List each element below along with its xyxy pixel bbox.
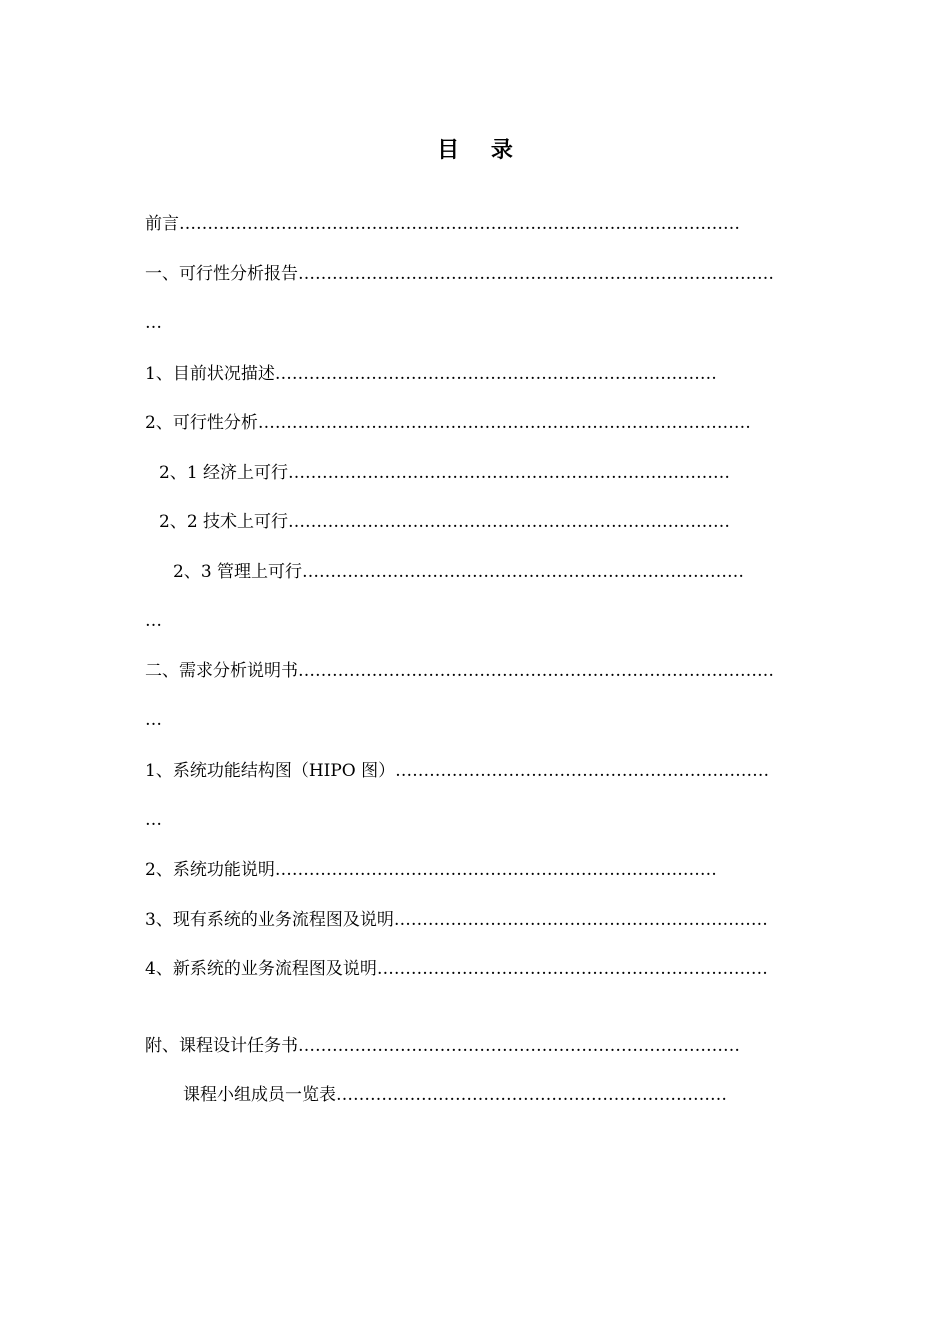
toc-entry-label: 1、目前状况描述 — [145, 364, 275, 384]
toc-entry-label: 2、系统功能说明 — [145, 860, 275, 880]
toc-entry-preface[interactable] — [145, 212, 797, 236]
toc-entry-hipo[interactable] — [145, 759, 807, 783]
toc-entry-label: 3、现有系统的业务流程图及说明 — [145, 910, 394, 930]
toc-leader-dots: …………………………………………………………………… — [288, 512, 731, 532]
toc-entry-label: 课程小组成员一览表 — [183, 1085, 336, 1105]
toc-leader-dots: ………………………………………………………… — [393, 910, 768, 930]
toc-leader-dots: …………………………………………………………………………… — [257, 413, 751, 433]
toc-entry-label: 1、系统功能结构图（HIPO 图） — [145, 761, 396, 781]
toc-entry-requirements[interactable] — [145, 659, 807, 683]
toc-entry-assignment[interactable] — [145, 1034, 797, 1058]
toc-leader-dots: …………………………………………………………………… — [302, 562, 745, 582]
toc-leader-dots: …………………………………………………………………… — [288, 463, 731, 483]
toc-leader-dots: …………………………………………………………………… — [274, 860, 717, 880]
toc-leader-continuation: … — [145, 710, 162, 730]
toc-leader-dots: …………………………………………………………………… — [298, 1036, 740, 1056]
toc-entry-economic[interactable] — [159, 461, 797, 485]
toc-leader-continuation: … — [145, 611, 162, 631]
toc-leader-dots: ………………………………………………………………………… — [298, 661, 774, 681]
toc-entry-label: 2、2 技术上可行 — [159, 512, 289, 532]
toc-entry-function-description[interactable] — [145, 858, 787, 882]
toc-leader-dots: …………………………………………………………… — [336, 1085, 727, 1105]
toc-entry-label: 2、1 经济上可行 — [159, 463, 289, 483]
toc-entry-current-status[interactable] — [145, 362, 787, 386]
toc-entry-feasibility-report[interactable] — [145, 262, 807, 286]
toc-entry-label: 一、可行性分析报告 — [145, 264, 298, 284]
toc-leader-dots: ………………………………………………………………………… — [298, 264, 774, 284]
toc-title: 目 录 — [437, 137, 525, 163]
toc-entry-label: 附、课程设计任务书 — [145, 1036, 298, 1056]
toc-leader-continuation: … — [145, 313, 162, 333]
toc-entry-label: 前言 — [145, 214, 179, 234]
toc-entry-management[interactable] — [173, 560, 807, 584]
toc-leader-dots: ………………………………………………………… — [395, 761, 770, 781]
toc-leader-dots: …………………………………………………………………… — [274, 364, 717, 384]
toc-entry-label: 2、可行性分析 — [145, 413, 258, 433]
toc-entry-technical[interactable] — [159, 510, 797, 534]
toc-entry-new-flow[interactable] — [145, 957, 807, 981]
toc-entry-feasibility-analysis[interactable] — [145, 411, 807, 435]
toc-leader-dots: …………………………………………………………… — [376, 959, 768, 979]
toc-entry-members[interactable] — [183, 1083, 797, 1107]
toc-leader-continuation: … — [145, 810, 162, 830]
toc-entry-label: 2、3 管理上可行 — [173, 562, 303, 582]
toc-entry-label: 二、需求分析说明书 — [145, 661, 298, 681]
toc-entry-label: 4、新系统的业务流程图及说明 — [145, 959, 377, 979]
toc-leader-dots: ……………………………………………………………………………………… — [179, 214, 740, 234]
toc-entry-existing-flow[interactable] — [145, 908, 787, 932]
